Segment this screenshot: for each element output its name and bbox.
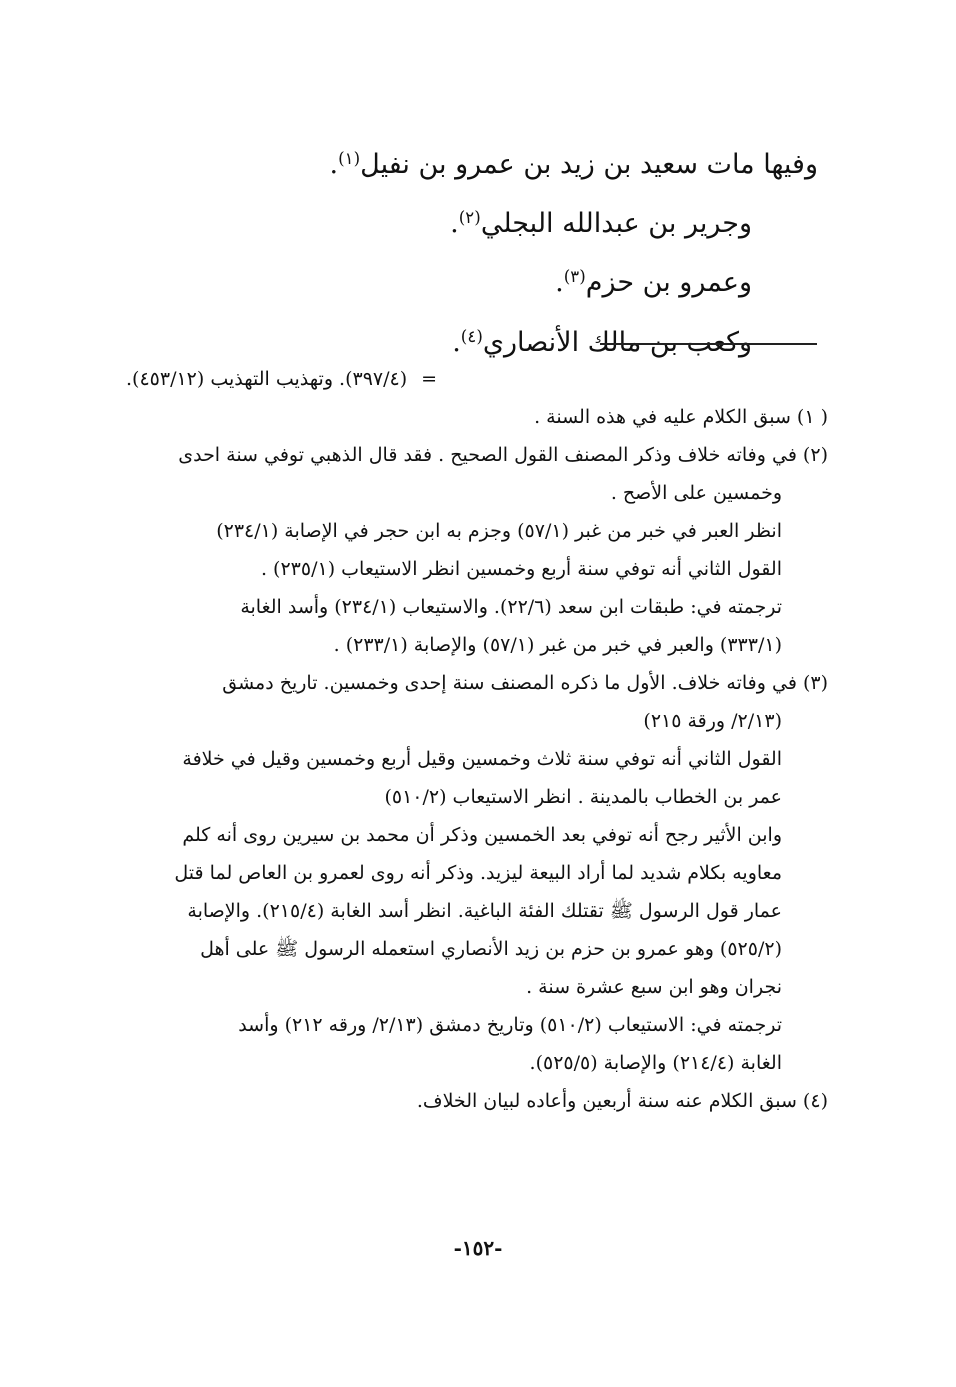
main-line-end: . [450,208,459,240]
footnotes-block [126,360,828,1120]
footnote-line: ترجمته في: طبقات ابن سعد (٢٢/٦). والاستيعاب (٢٣٤/١) وأسد الغابة [240,596,782,618]
footnote-ref[interactable]: (٢) [458,207,481,228]
footnote-line: ( ١) سبق الكلام عليه في هذه السنة . [534,406,828,428]
footnote-line: (٤) سبق الكلام عنه سنة أربعين وأعاده لبيان الخلاف. [416,1090,828,1112]
footnote-ref[interactable]: (١) [338,148,361,168]
main-line-text: وكعب بن مالك الأنصاري [482,326,752,358]
footnote-line: (٢) في وفاته خلاف وذكر المصنف القول الصحيح . فقد قال الذهبي توفي سنة احدى [178,444,828,466]
footnote-continuation [126,360,828,398]
footnote-line: القول الثاني أنه توفي سنة أربع وخمسين انظر الاستيعاب (٢٣٥/١) . [260,558,782,580]
main-line-text: وفيها مات سعيد بن زيد بن عمرو بن نفيل [360,149,818,181]
footnote-ref[interactable]: (٣) [563,266,586,287]
footnote-line: نجران وهو ابن سبع عشرة سنة . [526,976,782,998]
main-line-text: وعمرو بن حزم [585,267,752,299]
footnote-line: وخمسين على الأصح . [610,482,782,504]
footnote-line: (٣٣٣/١) والعبر في خبر من غبر (٥٧/١) والإصابة (٢٣٣/١) . [333,634,782,656]
footnote-line: (٣) في وفاته خلاف. الأول ما ذكره المصنف سنة إحدى وخمسين. تاريخ دمشق [222,672,828,694]
footnote-line: معاويه بكلام شديد لما أراد البيعة ليزيد. وذكر أنه روى لعمرو بن العاص لما قتل [174,862,782,884]
main-line-end: . [555,267,564,299]
footnote-line: ترجمته في: الاستيعاب (٥١٠/٢) وتاريخ دمشق (٢/١٣/ ورقه ٢١٢) وأسد [238,1014,782,1036]
footnote-line: (٥٢٥/٢) وهو عمرو بن حزم بن زيد الأنصاري استعمله الرسول ﷺ على أهل [200,938,782,960]
footnote-line: القول الثاني أنه توفي سنة ثلاث وخمسين وقيل أربع وخمسين وقيل في خلافة [182,748,782,770]
main-line-end: . [452,326,461,358]
footnote-line: عمر بن الخطاب بالمدينة . انظر الاستيعاب (٥١٠/٢) [384,786,782,808]
footnote-line: انظر العبر في خبر من غبر (٥٧/١) وجزم به ابن حجر في الإصابة (٢٣٤/١) [216,520,782,542]
main-line-text: وجرير بن عبدالله البجلي [480,208,752,240]
footnote-line: (٢/١٣/ ورقة ٢١٥) [643,710,782,732]
footnote-line: الغابة (٢١٤/٤) والإصابة (٥٢٥/٥). [529,1052,782,1074]
continuation-text: (٣٩٧/٤). وتهذيب التهذيب (٤٥٣/١٢). [126,368,408,390]
footnote-separator [600,343,817,345]
footnote-line: وابن الأثير رجح أنه توفي بعد الخمسين وذكر أن محمد بن سيرين روى أنه كلم [182,824,782,846]
page-number: -١٥٢- [453,1236,503,1260]
main-line [118,132,818,191]
main-line [118,250,752,309]
main-line [118,191,752,250]
main-text-block [118,132,818,369]
footnote-line: عمار قول الرسول ﷺ تقتلك الفئة الباغية. انظر أسد الغابة (٢١٥/٤). والإصابة [187,900,782,922]
footnote-ref[interactable]: (٤) [460,325,483,346]
main-line-end: . [329,149,339,181]
continuation-mark: = [421,368,438,390]
